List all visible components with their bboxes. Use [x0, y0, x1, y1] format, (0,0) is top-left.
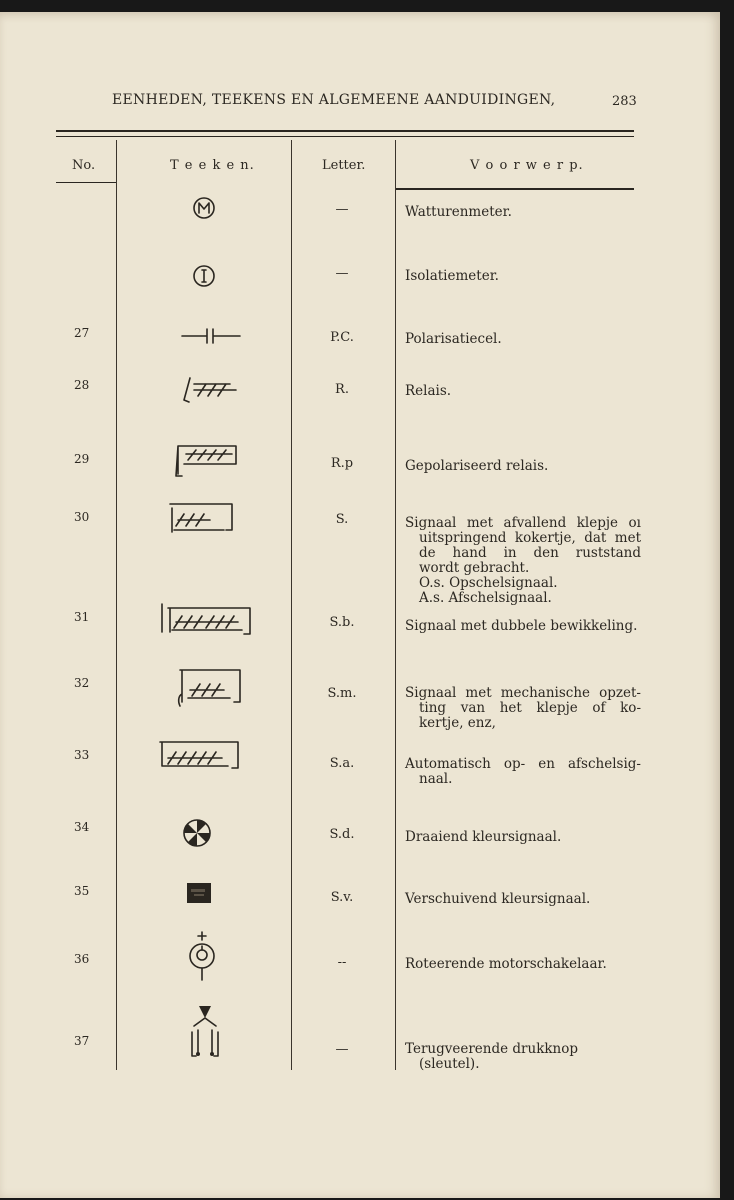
letter-cell: R.	[335, 382, 349, 397]
watt-meter-circle-m-icon	[192, 196, 216, 220]
object-line: Signaal met dubbele bewikkeling.	[405, 618, 638, 634]
object-line: Isolatiemeter.	[405, 268, 499, 284]
row-number: 33	[74, 748, 90, 762]
column-header-teeken: T e e k e n.	[170, 158, 255, 173]
letter-cell: —	[335, 266, 349, 281]
column-header-no: No.	[72, 158, 96, 173]
object-cell	[405, 459, 641, 474]
row-number: 32	[74, 676, 90, 690]
object-line: Draaiend kleursignaal.	[405, 829, 562, 845]
letter-cell: S.m.	[327, 686, 357, 701]
object-line: Signaal met afvallend klepje oı	[405, 515, 641, 531]
object-cell	[405, 892, 641, 907]
column-divider-2	[291, 140, 292, 1070]
object-line: Watturenmeter.	[405, 204, 512, 220]
object-cell	[405, 619, 641, 634]
object-line: Relais.	[405, 383, 452, 399]
row-number: 29	[74, 452, 90, 466]
table-top-rule-thin	[56, 136, 634, 137]
table-top-rule	[56, 130, 634, 132]
object-line: kertje, enz,	[419, 715, 496, 731]
relay-icon	[180, 374, 238, 406]
object-cell	[405, 757, 641, 787]
header-bottom-rule-voorwerp	[396, 188, 634, 190]
sliding-color-signal-icon	[186, 882, 212, 904]
object-line: wordt gebracht.	[419, 560, 530, 576]
object-line: O.s. Opschelsignaal.	[419, 575, 558, 591]
object-line: Polarisatiecel.	[405, 331, 502, 347]
spring-return-pushbutton-icon	[184, 1002, 226, 1064]
column-header-letter: Letter.	[322, 158, 366, 173]
letter-cell: --	[337, 955, 347, 970]
letter-cell: S.a.	[329, 756, 355, 771]
column-divider-1	[116, 140, 117, 1070]
row-number: 27	[74, 326, 90, 340]
column-divider-3	[395, 140, 396, 1070]
object-line: Gepolariseerd relais.	[405, 458, 549, 474]
object-cell	[405, 830, 641, 845]
object-cell	[405, 269, 641, 284]
object-cell	[405, 686, 641, 731]
letter-cell: S.b.	[329, 615, 355, 630]
signal-double-winding-icon	[158, 602, 258, 638]
letter-cell: S.d.	[329, 827, 355, 842]
object-cell	[405, 516, 641, 606]
object-line: (sleutel).	[419, 1056, 480, 1072]
object-line: de hand in den ruststand	[419, 545, 641, 561]
object-line: Automatisch op- en afschelsig-	[405, 756, 641, 772]
letter-cell: S.v.	[330, 890, 354, 905]
rotating-color-signal-icon	[182, 818, 212, 848]
letter-cell: —	[335, 202, 349, 217]
book-page	[0, 12, 720, 1198]
row-number: 31	[74, 610, 90, 624]
object-cell	[405, 332, 641, 347]
page-number: 283	[612, 94, 637, 109]
rotary-motor-switch-icon	[186, 930, 218, 984]
object-line: Verschuivend kleursignaal.	[405, 891, 591, 907]
object-cell	[405, 205, 641, 220]
row-number: 36	[74, 952, 90, 966]
object-line: Roteerende motorschakelaar.	[405, 956, 607, 972]
row-number: 28	[74, 378, 90, 392]
row-number: 35	[74, 884, 90, 898]
isolation-meter-circle-i-icon	[192, 264, 216, 288]
object-line: naal.	[419, 771, 453, 787]
object-line: ting van het klepje of ko-	[419, 700, 641, 716]
object-line: A.s. Afschelsignaal.	[419, 590, 552, 606]
letter-cell: R.p	[330, 456, 354, 471]
letter-cell: P.C.	[330, 330, 354, 345]
letter-cell: S.	[335, 512, 349, 527]
object-line: Signaal met mechanische opzet-	[405, 685, 641, 701]
object-line: Terugveerende drukknop	[405, 1041, 579, 1057]
header-bottom-rule	[56, 182, 116, 183]
object-cell	[405, 384, 641, 399]
row-number: 34	[74, 820, 90, 834]
row-number: 37	[74, 1034, 90, 1048]
running-header: EENHEDEN, TEEKENS EN ALGEMEENE AANDUIDINGEN,	[112, 92, 556, 108]
signal-drop-flap-icon	[166, 500, 238, 536]
polarized-relay-icon	[170, 440, 240, 480]
capacitor-icon	[180, 326, 242, 346]
row-number: 30	[74, 510, 90, 524]
object-cell	[405, 1042, 641, 1072]
letter-cell: —	[335, 1042, 349, 1057]
column-header-voorwerp: V o o r w e r p.	[470, 158, 584, 173]
object-line: uitspringend kokertje, dat met	[419, 530, 641, 546]
signal-automatic-icon	[156, 738, 246, 774]
object-cell	[405, 957, 641, 972]
signal-mechanical-reset-icon	[174, 666, 244, 710]
